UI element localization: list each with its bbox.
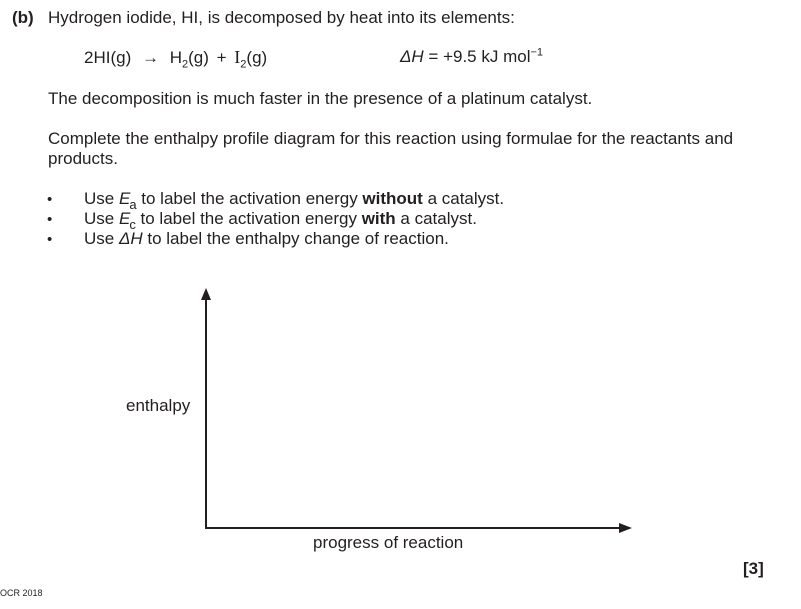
copyright-footer: OCR 2018 [0,588,43,598]
y-axis-label: enthalpy [126,396,191,415]
bullet-icon: • [47,191,53,208]
reaction-arrow: → [141,48,159,67]
question-intro: Hydrogen iodide, HI, is decomposed by heat into its elements: [48,8,515,27]
bullet-item-dh: Use ΔH to label the enthalpy change of reaction. [84,229,449,248]
product-iodine: $I_2(g)$ [234,47,268,71]
marks-label: [3] [743,559,764,578]
reactant: 2HI(g) [84,48,132,67]
delta-h-exponent: −1 [530,46,544,59]
catalyst-sentence: The decomposition is much faster in the presence of a platinum catalyst. [48,89,593,108]
product-hydrogen: $H_2(g)$ [169,48,209,71]
instruction-line-2: products. [48,149,118,168]
bullet-item-ec: Use $E_c$ to label the activation energy with a catalyst. [84,209,477,232]
bullet-item-ea: Use $E_a$ to label the activation energy without a catalyst. [84,189,505,212]
bullet-icon: • [47,211,53,228]
delta-h-value: = +9.5 kJ mol [428,47,531,66]
x-axis-arrowhead [619,523,632,533]
y-axis-arrowhead [201,288,211,300]
plus-sign: + [216,48,227,67]
delta-h-symbol: ΔH [400,47,424,66]
bullet-icon: • [47,231,53,248]
instruction-line-1: Complete the enthalpy profile diagram for this reaction using formulae for the reactants and [48,129,734,148]
part-label: (b) [12,8,34,27]
x-axis-label: progress of reaction [313,533,464,552]
